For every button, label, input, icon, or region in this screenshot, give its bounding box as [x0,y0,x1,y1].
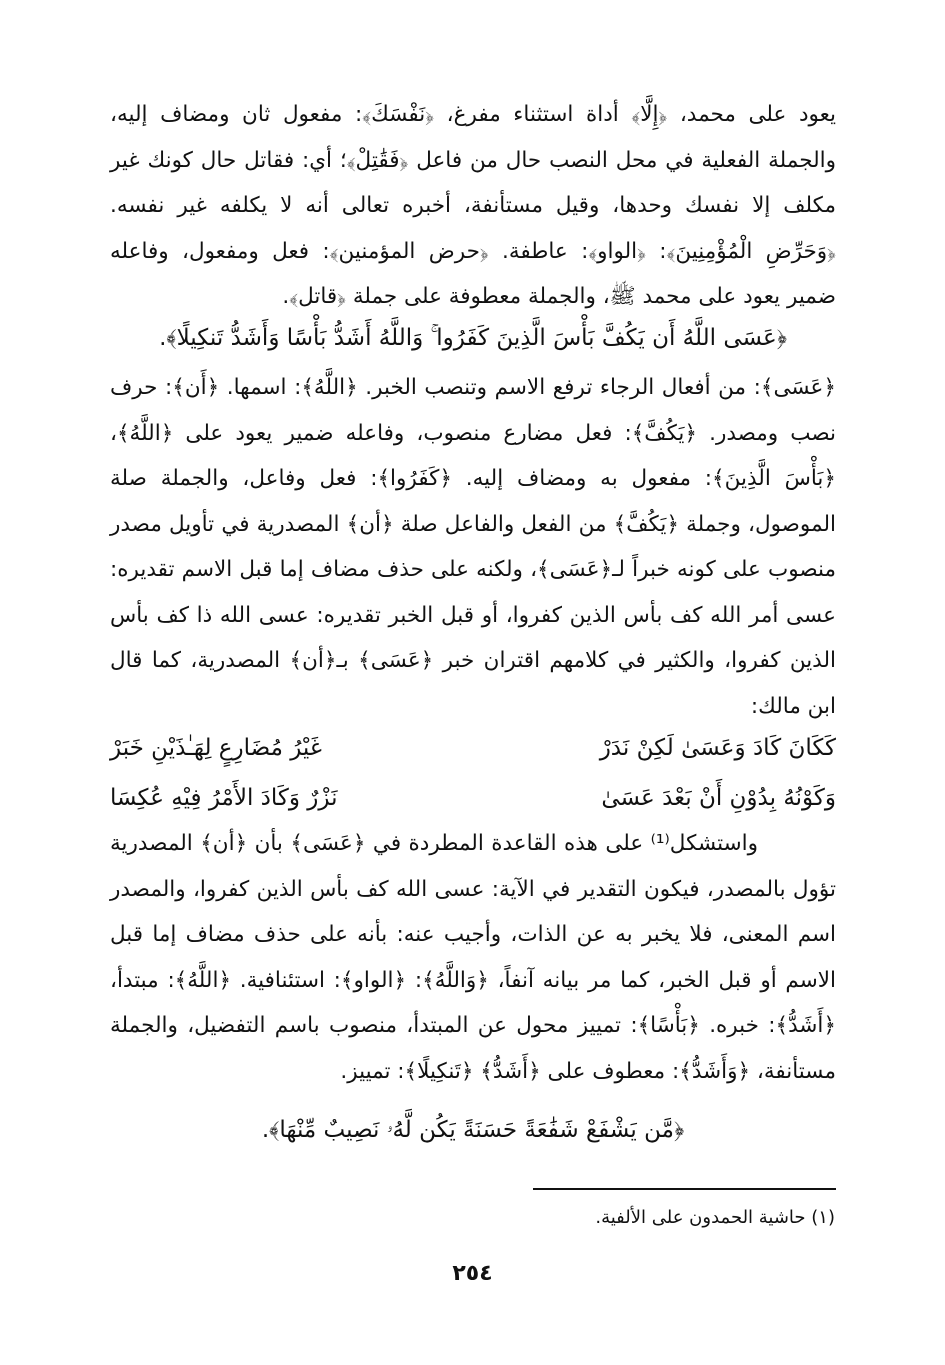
paragraph-objection: واستشكل⁽¹⁾ على هذه القاعدة المطردة في ﴿عَسَى﴾ بأن ﴿أن﴾ المصدرية تؤول بالمصدر، فيكون التقدير في الآية: عسى الله كف بأس الذين كفروا، والمصدر اسم المعنى، فلا يخبر به عن الذات، وأجيب عنه: بأنه على حذف مضاف إما قبل الاسم أو قبل الخبر، كما مر بيانه آنفاً، ﴿وَاللَّهُ﴾: ﴿الواو﴾: استئنافية. ﴿اللَّهُ﴾: مبتدأ، ﴿أَشَدُّ﴾: خبره. ﴿بَأْسًا﴾: تمييز محول عن المبتدأ، منصوب باسم التفضيل، والجملة مستأنفة، ﴿وَأَشَدُّ﴾: معطوف على ﴿أَشَدُّ﴾ ﴿تَنكِيلًا﴾: تمييز. [110,831,836,1084]
quran-verse-asa: ﴿عَسَى اللَّهُ أَن يَكُفَّ بَأْسَ الَّذِينَ كَفَرُوا ۚ وَاللَّهُ أَشَدُّ بَأْسًا وَأَشَدُّ تَنكِيلًا﴾. [159,325,787,351]
quran-verse-shafaa: ﴿مَّن يَشْفَعْ شَفَٰعَةً حَسَنَةً يَكُن لَّهُۥ نَصِيبٌ مِّنْهَا﴾. [261,1117,685,1143]
poem-line-2 [110,776,836,820]
paragraph-grammar-asa: ﴿عَسَى﴾: من أفعال الرجاء ترفع الاسم وتنصب الخبر. ﴿اللَّهُ﴾: اسمها. ﴿أَن﴾: حرف نصب ومصدر. ﴿يَكُفَّ﴾: فعل مضارع منصوب، وفاعله ضمير يعود على ﴿اللَّهُ﴾، ﴿بَأْسَ الَّذِينَ﴾: مفعول به ومضاف إليه. ﴿كَفَرُوا﴾: فعل وفاعل، والجملة صلة الموصول، وجملة ﴿يَكُفَّ﴾ من الفعل والفاعل صلة ﴿أن﴾ المصدرية في تأويل مصدر منصوب على كونه خبراً لـ﴿عَسَى﴾، ولكنه على حذف مضاف إما قبل الاسم تقديره: عسى أمر الله كف بأس الذين كفروا، أو قبل الخبر تقديره: عسى الله ذا كف بأس الذين كفروا، والكثير في كلامهم اقتران خبر ﴿عَسَى﴾ بـ﴿أن﴾ المصدرية، كما قال ابن مالك: [110,375,836,719]
poem-line-1 [110,726,836,770]
footnote-divider [533,1188,836,1190]
poem-line-1-first-hemistich: كَكَانَ كَادَ وَعَسَىٰ لَكِنْ نَدَرْ [599,735,836,761]
poem-line-1-second-hemistich: غَيْرُ مُضَارِعٍ لِهَـٰذَيْنِ خَبَرْ [110,735,322,761]
poem-line-2-second-hemistich: نَزْرٌ وَكَادَ الأَمْرُ فِيْهِ عُكِسَا [110,785,338,811]
page-number: ٢٥٤ [452,1261,493,1286]
poem-line-2-first-hemistich: وَكَوْنُهُ بِدُوْنِ أَنْ بَعْدَ عَسَىٰ [601,785,836,811]
footnote: (١) حاشية الحمدون على الألفية. [595,1207,835,1228]
paragraph-intro: يعود على محمد، ﴿إِلَّا﴾ أداة استثناء مفرغ، ﴿نَفْسَكَ﴾: مفعول ثان ومضاف إليه، والجملة الفعلية في محل النصب حال من فاعل ﴿فَقَٰتِلْ﴾؛ أي: فقاتل حال كونك غير مكلف إلا نفسك وحدها، وقيل مستأنفة، أخبره تعالى أنه لا يكلفه غير نفسه. ﴿وَحَرِّضِ الْمُؤْمِنِينَ﴾: ﴿الواو﴾: عاطفة. ﴿حرض المؤمنين﴾: فعل ومفعول، وفاعله ضمير يعود على محمد ﷺ، والجملة معطوفة على جملة ﴿قاتل﴾. [110,102,836,309]
